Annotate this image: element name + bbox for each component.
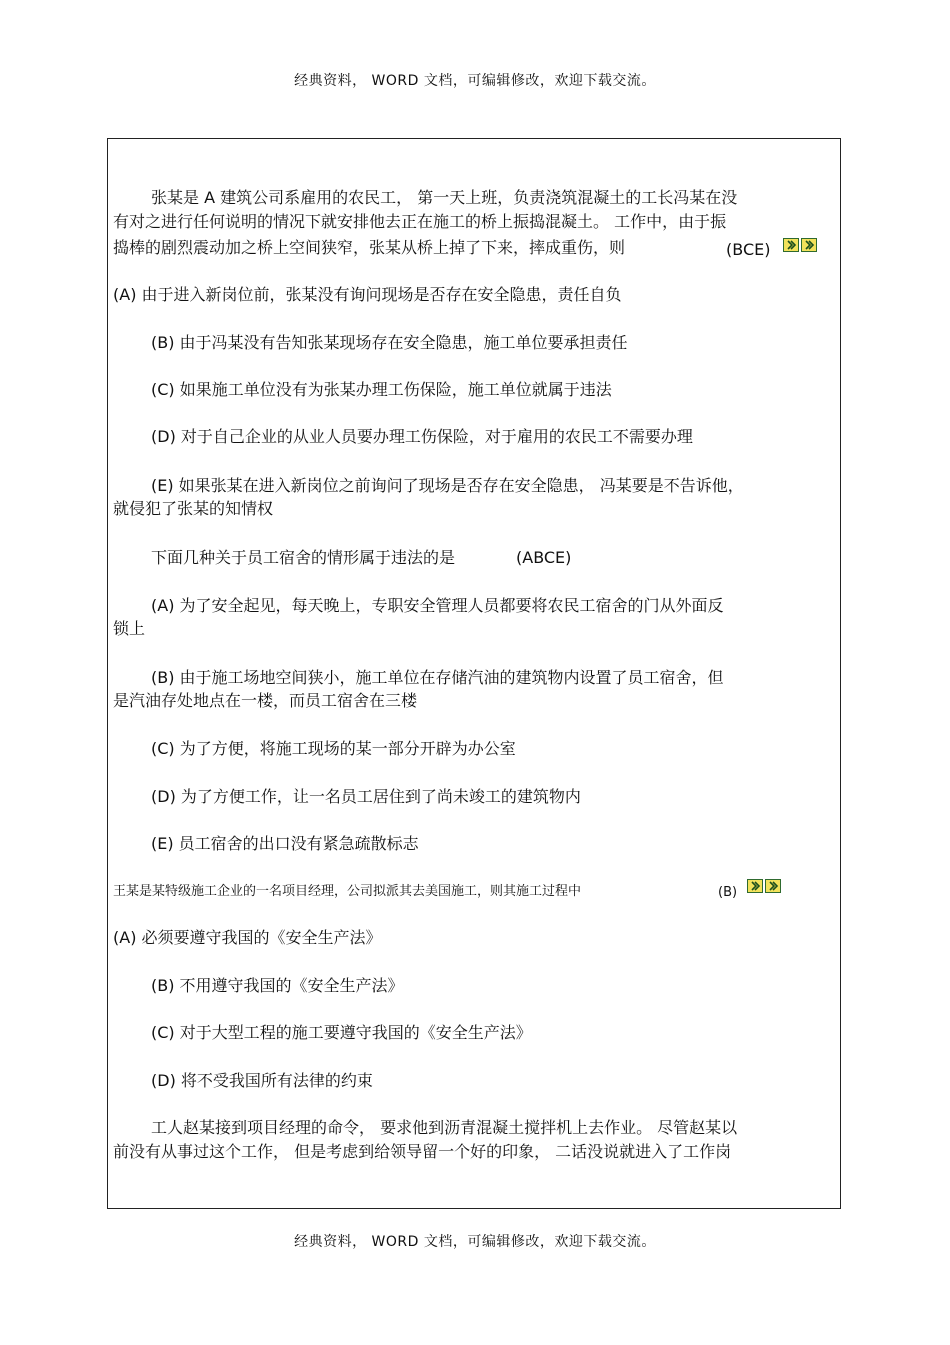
q1-option-d: (D) 对于自己企业的从业人员要办理工伤保险，对于雇用的农民工不需要办理 (151, 427, 693, 446)
q1-option-a: (A) 由于进入新岗位前，张某没有询问现场是否存在安全隐患，责任自负 (113, 285, 622, 304)
q3-option-a: (A) 必须要遵守我国的《安全生产法》 (113, 928, 382, 947)
q2-option-b-line1: (B) 由于施工场地空间狭小，施工单位在存储汽油的建筑物内设置了员工宿舍，但 (151, 668, 724, 687)
q2-option-b-line2: 是汽油存处地点在一楼，而员工宿舍在三楼 (113, 691, 418, 710)
arrow-icon[interactable] (747, 879, 763, 893)
q1-option-e-line2: 就侵犯了张某的知情权 (113, 499, 274, 518)
page-header: 经典资料， WORD 文档，可编辑修改，欢迎下载交流。 (294, 73, 656, 89)
q3-option-d: (D) 将不受我国所有法律的约束 (151, 1071, 373, 1090)
q3-answer: (B) (718, 885, 738, 900)
arrow-icon[interactable] (801, 238, 817, 252)
q2-option-c: (C) 为了方便，将施工现场的某一部分开辟为办公室 (151, 739, 516, 758)
q1-option-e-line1: (E) 如果张某在进入新岗位之前询问了现场是否存在安全隐患， 冯某要是不告诉他， (151, 476, 744, 495)
q2-answer: (ABCE) (516, 548, 572, 567)
q4-stem-line1: 工人赵某接到项目经理的命令， 要求他到沥青混凝土搅拌机上去作业。 尽管赵某以 (151, 1118, 738, 1137)
q3-nav-icons (747, 879, 781, 893)
q2-stem: 下面几种关于员工宿舍的情形属于违法的是 (151, 548, 456, 567)
arrow-icon[interactable] (783, 238, 799, 252)
q1-nav-icons (783, 238, 817, 252)
q2-option-a-line2: 锁上 (113, 619, 146, 638)
q1-stem-line1: 张某是 A 建筑公司系雇用的农民工， 第一天上班，负责浇筑混凝土的工长冯某在没 (151, 188, 738, 207)
q1-option-c: (C) 如果施工单位没有为张某办理工伤保险，施工单位就属于违法 (151, 380, 612, 399)
q2-option-e: (E) 员工宿舍的出口没有紧急疏散标志 (151, 834, 419, 853)
q1-stem-line3: 捣棒的剧烈震动加之桥上空间狭窄，张某从桥上掉了下来，摔成重伤，则 (113, 238, 626, 257)
arrow-icon[interactable] (765, 879, 781, 893)
q1-answer: (BCE) (726, 240, 771, 259)
q4-stem-line2: 前没有从事过这个工作， 但是考虑到给领导留一个好的印象， 二话没说就进入了工作岗 (113, 1142, 732, 1161)
q3-option-c: (C) 对于大型工程的施工要遵守我国的《安全生产法》 (151, 1023, 532, 1042)
q2-option-d: (D) 为了方便工作，让一名员工居住到了尚未竣工的建筑物内 (151, 787, 581, 806)
q3-stem: 王某是某特级施工企业的一名项目经理，公司拟派其去美国施工，则其施工过程中 (113, 884, 582, 899)
q1-stem-line2: 有对之进行任何说明的情况下就安排他去正在施工的桥上振捣混凝土。 工作中，由于振 (113, 212, 727, 231)
page-footer: 经典资料， WORD 文档，可编辑修改，欢迎下载交流。 (294, 1234, 656, 1250)
q3-option-b: (B) 不用遵守我国的《安全生产法》 (151, 976, 404, 995)
q1-option-b: (B) 由于冯某没有告知张某现场存在安全隐患，施工单位要承担责任 (151, 333, 628, 352)
q2-option-a-line1: (A) 为了安全起见，每天晚上，专职安全管理人员都要将农民工宿舍的门从外面反 (151, 596, 724, 615)
